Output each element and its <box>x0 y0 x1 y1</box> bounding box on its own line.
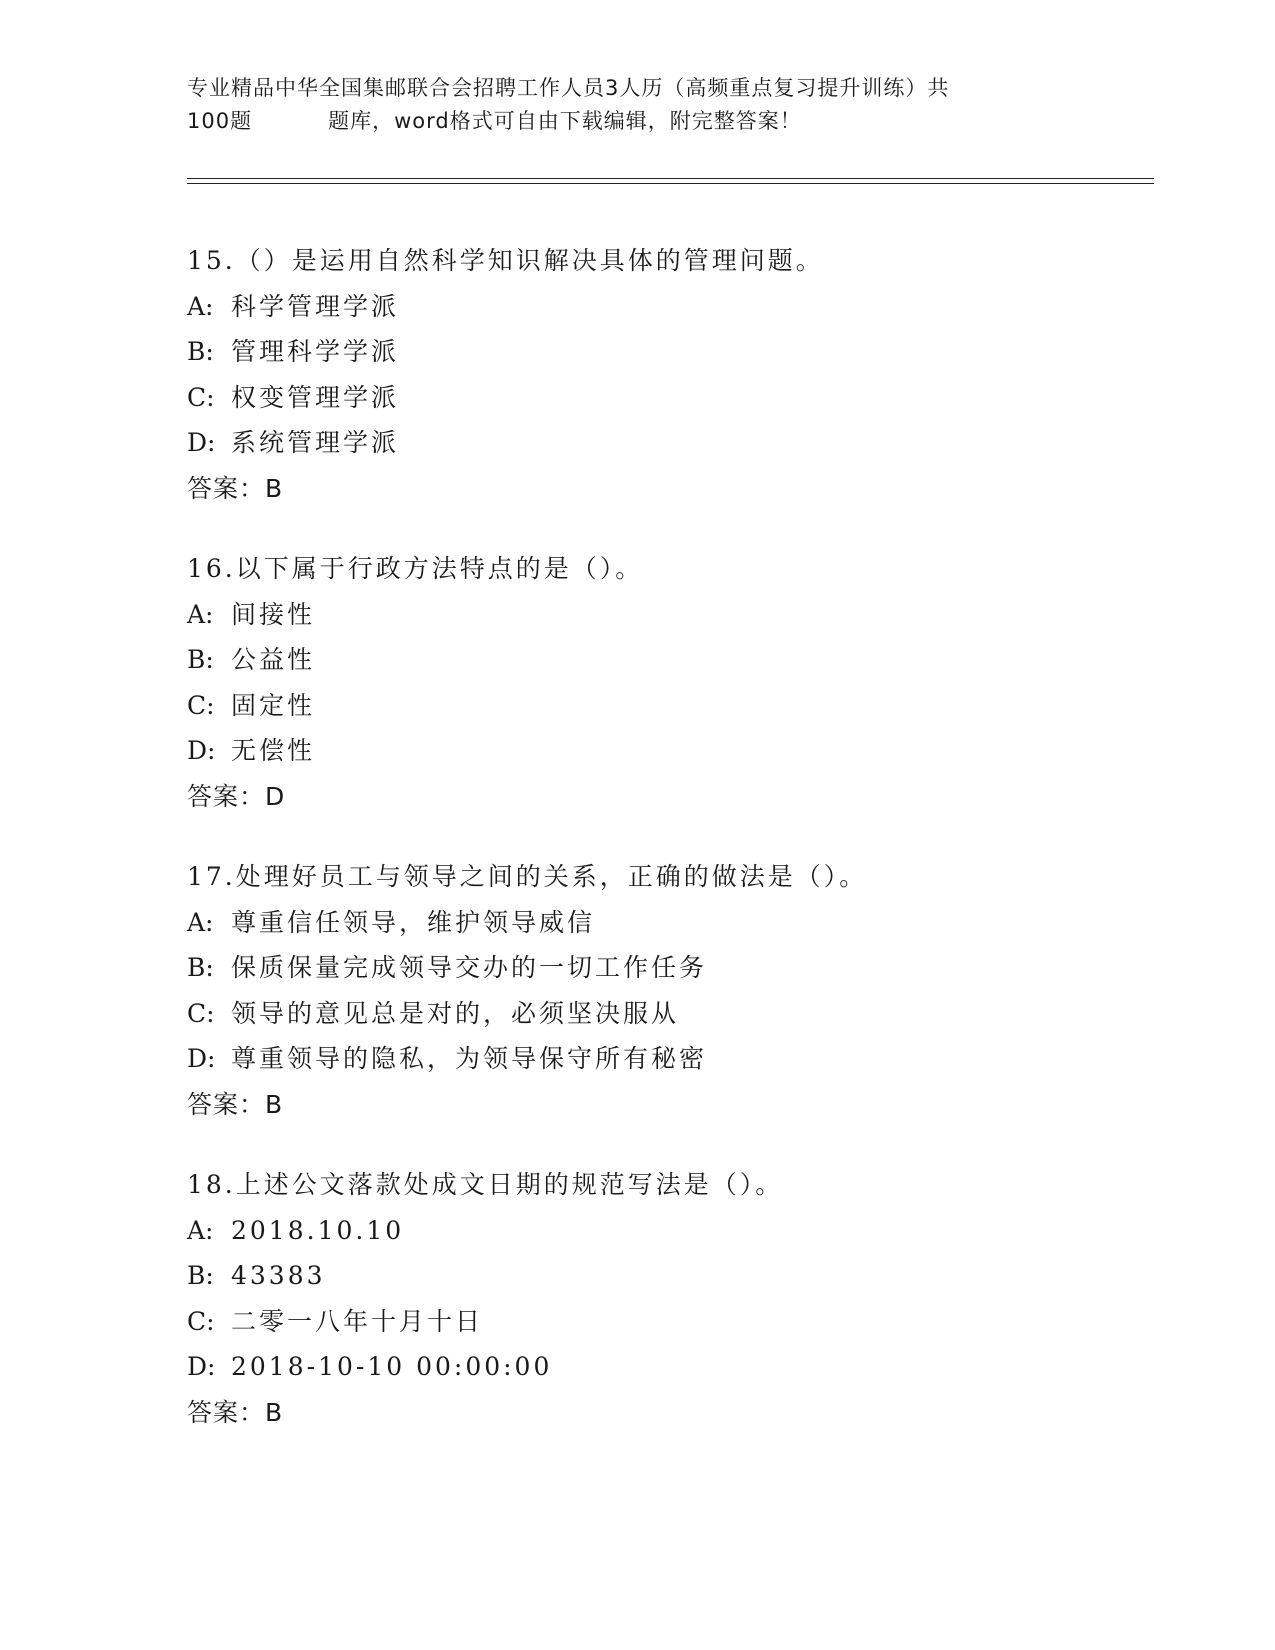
option-text: 系统管理学派 <box>231 428 400 457</box>
option-letter: A: <box>187 907 214 937</box>
option-a <box>187 900 1154 946</box>
header-divider-top <box>187 178 1154 179</box>
option-c <box>187 991 1154 1037</box>
option-d <box>187 1036 1154 1082</box>
option-letter: C: <box>187 382 215 412</box>
option-letter: B: <box>187 645 214 674</box>
option-letter: D: <box>187 428 216 457</box>
option-text: 管理科学学派 <box>231 337 400 366</box>
option-letter: B: <box>187 337 214 366</box>
header-divider-bottom <box>187 183 1154 184</box>
option-text: 权变管理学派 <box>231 382 400 412</box>
option-b <box>187 945 1154 991</box>
option-text: 间接性 <box>231 599 316 629</box>
option-letter: A: <box>187 291 214 321</box>
option-d <box>187 1344 1154 1390</box>
answer-line: 答案：D <box>187 781 286 811</box>
question-17 <box>187 854 1154 1127</box>
header-description: 题库，word格式可自由下载编辑，附完整答案！ <box>328 109 802 133</box>
option-text: 科学管理学派 <box>231 291 400 321</box>
question-16 <box>187 546 1154 819</box>
option-text: 尊重领导的隐私，为领导保守所有秘密 <box>231 1044 708 1073</box>
option-b <box>187 637 1154 683</box>
option-letter: C: <box>187 998 215 1028</box>
answer-line: 答案：B <box>187 1397 284 1427</box>
question-list <box>187 238 1154 1470</box>
option-text: 尊重信任领导，维护领导威信 <box>231 907 596 937</box>
option-letter: A: <box>187 1215 214 1245</box>
option-text: 领导的意见总是对的，必须坚决服从 <box>231 998 680 1028</box>
answer-line: 答案：B <box>187 1089 284 1119</box>
option-letter: D: <box>187 1044 216 1073</box>
option-text: 固定性 <box>231 690 316 720</box>
option-text: 保质保量完成领导交办的一切工作任务 <box>231 953 708 982</box>
question-stem: 15.（）是运用自然科学知识解决具体的管理问题。 <box>187 246 824 275</box>
option-text: 43383 <box>231 1261 326 1290</box>
question-stem: 16.以下属于行政方法特点的是（）。 <box>187 554 644 583</box>
option-letter: D: <box>187 736 216 765</box>
question-stem: 18.上述公文落款处成文日期的规范写法是（）。 <box>187 1170 784 1199</box>
option-c <box>187 1299 1154 1345</box>
option-a <box>187 1208 1154 1254</box>
option-c <box>187 683 1154 729</box>
option-letter: B: <box>187 953 214 982</box>
question-stem: 17.处理好员工与领导之间的关系，正确的做法是（）。 <box>187 862 868 891</box>
answer-line: 答案：B <box>187 473 284 503</box>
question-18 <box>187 1162 1154 1435</box>
option-letter: C: <box>187 1306 215 1336</box>
option-b <box>187 329 1154 375</box>
header-title-line-1: 专业精品中华全国集邮联合会招聘工作人员3人历（高频重点复习提升训练）共 <box>187 76 950 100</box>
option-text: 2018-10-10 00:00:00 <box>231 1352 553 1381</box>
option-letter: B: <box>187 1261 214 1290</box>
option-text: 无偿性 <box>231 736 316 765</box>
option-text: 公益性 <box>231 645 316 674</box>
option-d <box>187 420 1154 466</box>
header-title-line-2 <box>187 105 1077 138</box>
header-question-count: 100题 <box>187 109 253 133</box>
option-letter: A: <box>187 599 214 629</box>
option-b <box>187 1253 1154 1299</box>
option-text: 二零一八年十月十日 <box>231 1306 484 1336</box>
option-c <box>187 375 1154 421</box>
question-15 <box>187 238 1154 511</box>
option-d <box>187 728 1154 774</box>
option-a <box>187 284 1154 330</box>
option-text: 2018.10.10 <box>231 1215 405 1245</box>
option-a <box>187 592 1154 638</box>
option-letter: C: <box>187 690 215 720</box>
option-letter: D: <box>187 1352 216 1381</box>
document-header <box>187 72 1077 138</box>
